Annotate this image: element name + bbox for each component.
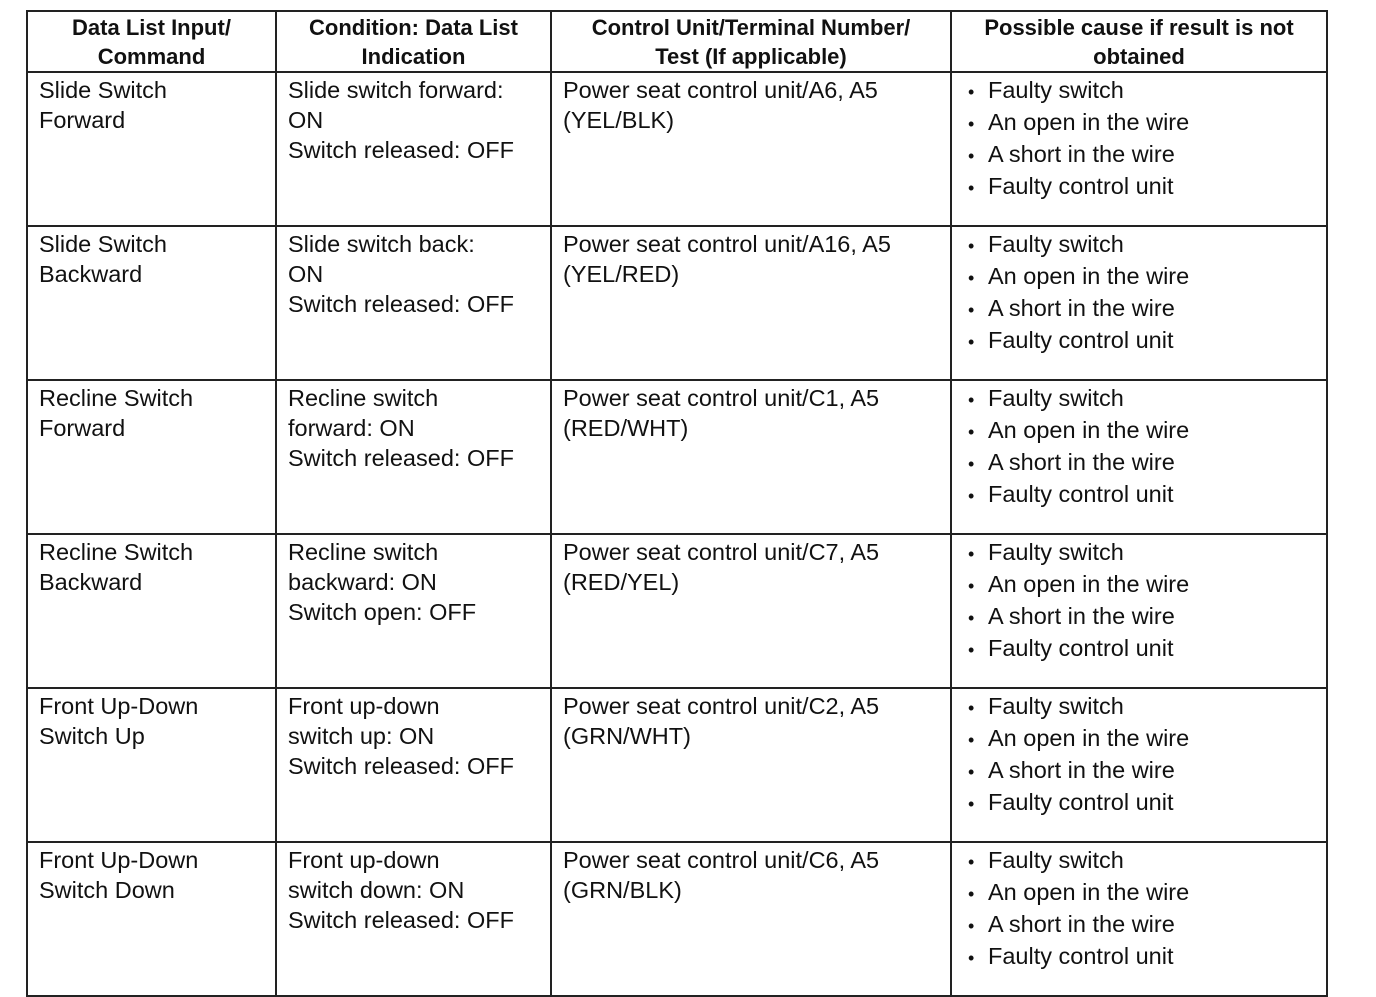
bullet-icon: • (968, 698, 975, 718)
cell-line: Switch released: OFF (288, 907, 514, 933)
bullet-icon: • (968, 390, 975, 410)
cause-list (968, 229, 1326, 357)
bullet-icon: • (968, 916, 975, 936)
command-cell (27, 842, 276, 996)
condition-cell (276, 226, 551, 380)
bullet-icon: • (968, 82, 975, 102)
terminal-cell (551, 688, 951, 842)
bullet-icon: • (968, 486, 975, 506)
cause-item: • An open in the wire (968, 107, 1326, 139)
bullet-icon: • (968, 948, 975, 968)
bullet-icon: • (968, 300, 975, 320)
cell-line: Switch released: OFF (288, 445, 514, 471)
bullet-icon: • (968, 236, 975, 256)
bullet-icon: • (968, 544, 975, 564)
header-line: Data List Input/ (72, 15, 231, 40)
table-row (27, 226, 1327, 380)
command-cell (27, 72, 276, 226)
cause-item: • Faulty switch (968, 383, 1326, 415)
terminal-cell (551, 226, 951, 380)
cause-list (968, 383, 1326, 511)
bullet-icon: • (968, 730, 975, 750)
cause-list (968, 537, 1326, 665)
cell-line: Recline switch (288, 539, 439, 565)
header-possible-cause (951, 11, 1327, 72)
cell-line: Power seat control unit/A6, A5 (563, 77, 878, 103)
cause-item: • A short in the wire (968, 447, 1326, 479)
bullet-icon: • (968, 422, 975, 442)
condition-cell (276, 72, 551, 226)
header-line: Command (97, 44, 206, 69)
cause-item: • An open in the wire (968, 723, 1326, 755)
bullet-icon: • (968, 640, 975, 660)
table-row (27, 534, 1327, 688)
table-container (26, 10, 1328, 997)
command-cell (27, 380, 276, 534)
cell-line: Front up-down (288, 847, 440, 873)
cause-item: • Faulty switch (968, 845, 1326, 877)
cause-item: • Faulty control unit (968, 633, 1326, 665)
cell-line: Slide Switch (39, 231, 167, 257)
command-cell (27, 688, 276, 842)
cause-item: • A short in the wire (968, 139, 1326, 171)
cause-cell (951, 842, 1327, 996)
cause-item: • Faulty control unit (968, 171, 1326, 203)
cell-line: Forward (39, 415, 126, 441)
condition-cell (276, 534, 551, 688)
cell-line: Switch Up (39, 723, 145, 749)
condition-cell (276, 688, 551, 842)
cell-line: Slide switch forward: (288, 77, 504, 103)
cell-line: (RED/YEL) (563, 569, 680, 595)
bullet-icon: • (968, 332, 975, 352)
bullet-icon: • (968, 114, 975, 134)
cause-item: • A short in the wire (968, 909, 1326, 941)
bullet-icon: • (968, 146, 975, 166)
cause-item: • Faulty switch (968, 75, 1326, 107)
cell-line: switch up: ON (288, 723, 435, 749)
terminal-cell (551, 534, 951, 688)
header-line: Condition: Data List (309, 15, 518, 40)
cell-line: Front Up-Down (39, 693, 199, 719)
cause-item: • Faulty switch (968, 229, 1326, 261)
bullet-icon: • (968, 794, 975, 814)
cell-line: (GRN/WHT) (563, 723, 691, 749)
header-row (27, 11, 1327, 72)
cell-line: Recline Switch (39, 385, 194, 411)
cause-item: • An open in the wire (968, 415, 1326, 447)
cause-cell (951, 534, 1327, 688)
cell-line: (RED/WHT) (563, 415, 689, 441)
cause-item: • Faulty control unit (968, 941, 1326, 973)
bullet-icon: • (968, 268, 975, 288)
cell-line: Front Up-Down (39, 847, 199, 873)
cause-item: • Faulty control unit (968, 787, 1326, 819)
command-cell (27, 226, 276, 380)
cell-line: Switch Down (39, 877, 175, 903)
cause-item: • An open in the wire (968, 877, 1326, 909)
cell-line: Forward (39, 107, 126, 133)
cause-item: • A short in the wire (968, 601, 1326, 633)
cell-line: Power seat control unit/C6, A5 (563, 847, 880, 873)
cell-line: backward: ON (288, 569, 437, 595)
cell-line: (YEL/RED) (563, 261, 680, 287)
cause-cell (951, 72, 1327, 226)
header-line: Control Unit/Terminal Number/ (591, 15, 911, 40)
cell-line: switch down: ON (288, 877, 465, 903)
bullet-icon: • (968, 454, 975, 474)
cell-line: Power seat control unit/C1, A5 (563, 385, 880, 411)
cell-line: Backward (39, 569, 143, 595)
cell-line: Slide Switch (39, 77, 167, 103)
header-line: Possible cause if result is not (984, 15, 1294, 40)
cell-line: (YEL/BLK) (563, 107, 675, 133)
bullet-icon: • (968, 884, 975, 904)
bullet-icon: • (968, 762, 975, 782)
data-list-table (26, 10, 1328, 997)
cause-item: • A short in the wire (968, 755, 1326, 787)
header-line: Test (If applicable) (655, 44, 847, 69)
cell-line: Recline switch (288, 385, 439, 411)
table-row (27, 380, 1327, 534)
cause-item: • A short in the wire (968, 293, 1326, 325)
header-line: Indication (361, 44, 466, 69)
cell-line: Switch released: OFF (288, 137, 514, 163)
cause-item: • Faulty control unit (968, 479, 1326, 511)
bullet-icon: • (968, 178, 975, 198)
cell-line: Power seat control unit/C2, A5 (563, 693, 880, 719)
cell-line: forward: ON (288, 415, 415, 441)
cause-item: • An open in the wire (968, 261, 1326, 293)
header-condition (276, 11, 551, 72)
terminal-cell (551, 842, 951, 996)
header-terminal (551, 11, 951, 72)
cell-line: Slide switch back: (288, 231, 475, 257)
cause-cell (951, 226, 1327, 380)
cell-line: Power seat control unit/C7, A5 (563, 539, 880, 565)
cause-cell (951, 380, 1327, 534)
cell-line: Front up-down (288, 693, 440, 719)
cause-item: • An open in the wire (968, 569, 1326, 601)
cause-item: • Faulty switch (968, 537, 1326, 569)
terminal-cell (551, 72, 951, 226)
header-command (27, 11, 276, 72)
bullet-icon: • (968, 852, 975, 872)
cell-line: Power seat control unit/A16, A5 (563, 231, 891, 257)
cell-line: ON (288, 261, 324, 287)
table-row (27, 72, 1327, 226)
table-row (27, 688, 1327, 842)
bullet-icon: • (968, 576, 975, 596)
table-row (27, 842, 1327, 996)
cell-line: Switch open: OFF (288, 599, 477, 625)
header-line: obtained (1093, 44, 1185, 69)
terminal-cell (551, 380, 951, 534)
condition-cell (276, 380, 551, 534)
cause-item: • Faulty switch (968, 691, 1326, 723)
cause-item: • Faulty control unit (968, 325, 1326, 357)
cause-cell (951, 688, 1327, 842)
command-cell (27, 534, 276, 688)
condition-cell (276, 842, 551, 996)
cell-line: (GRN/BLK) (563, 877, 682, 903)
bullet-icon: • (968, 608, 975, 628)
cell-line: Switch released: OFF (288, 753, 514, 779)
cause-list (968, 845, 1326, 973)
cell-line: Recline Switch (39, 539, 194, 565)
cell-line: Switch released: OFF (288, 291, 514, 317)
cause-list (968, 691, 1326, 819)
cell-line: ON (288, 107, 324, 133)
cell-line: Backward (39, 261, 143, 287)
cause-list (968, 75, 1326, 203)
